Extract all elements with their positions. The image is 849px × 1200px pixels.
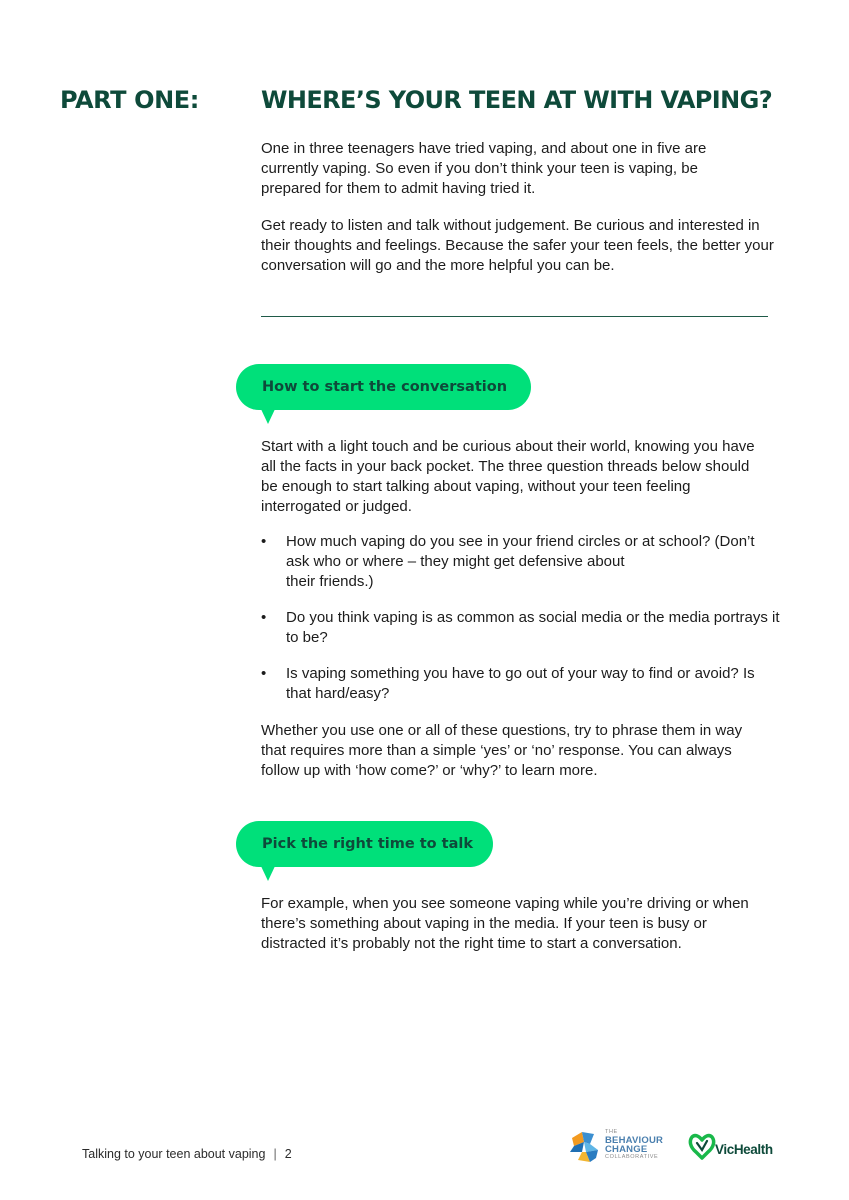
start-conversation-paragraph: Start with a light touch and be curious about their world, knowing you have all the facts in your back pocket. The three question threads below should be enough to start talking about vaping, without your teen feeling interrogated or judged. [261,438,755,515]
section-divider [261,316,768,317]
bullet-icon: • [261,609,267,626]
question-text: Is vaping something you have to go out of your way to find or avoid? Is that hard/easy? [286,665,755,702]
intro-paragraph-2: Get ready to listen and talk without judgement. Be curious and interested in their thoughts and feelings. Because the safer your teen feels, the better your conversation will go and the more helpful you can be. [261,217,774,274]
vichealth-wordmark: VicHealth [715,1142,773,1157]
list-item [261,608,781,648]
speech-bubble-tail [260,407,276,424]
list-item [261,664,781,704]
vichealth-logo [688,1133,774,1163]
intro-paragraph-1: One in three teenagers have tried vaping, and about one in five are currently vaping. So even if you don’t think your teen is vaping, be prepared for them to admit having tried it. [261,140,707,197]
footer-separator: | [273,1147,277,1161]
page-title: WHERE’S YOUR TEEN AT WITH VAPING? [261,86,773,114]
vichealth-heart-icon [688,1133,716,1161]
right-time-paragraph: For example, when you see someone vaping while you’re driving or when there’s something about vaping in the media. If your teen is busy or distracted it’s probably not the right time to start a conversation. [261,895,749,952]
footer-doc-title: Talking to your teen about vaping [82,1147,266,1161]
speech-bubble-start-conversation [236,364,531,410]
speech-bubble-right-time [236,821,493,867]
questions-closing-paragraph: Whether you use one or all of these questions, try to phrase them in way that requires more than a simple ‘yes’ or ‘no’ response. You can always follow up with ‘how come?’ or ‘why?’ to learn more. [261,722,743,779]
bcc-logo-icon [568,1130,604,1164]
behaviour-change-collaborative-logo [568,1130,678,1166]
page-number: 2 [284,1147,292,1161]
list-item [261,532,781,592]
bullet-icon: • [261,533,267,550]
section-heading-start: How to start the conversation [262,379,508,395]
footer [82,1147,292,1161]
section-heading-time: Pick the right time to talk [262,836,473,852]
question-text: How much vaping do you see in your friend circles or at school? (Don’t ask who or where – they might get defensive about their friends.) [286,533,755,590]
part-label: PART ONE: [60,86,199,114]
bullet-icon: • [261,665,267,682]
bcc-logo-wordmark: THE BEHAVIOUR CHANGE COLLABORATIVE [605,1129,664,1160]
question-text: Do you think vaping is as common as social media or the media portrays it to be? [286,609,780,646]
speech-bubble-tail [260,864,276,881]
question-list [261,532,781,720]
